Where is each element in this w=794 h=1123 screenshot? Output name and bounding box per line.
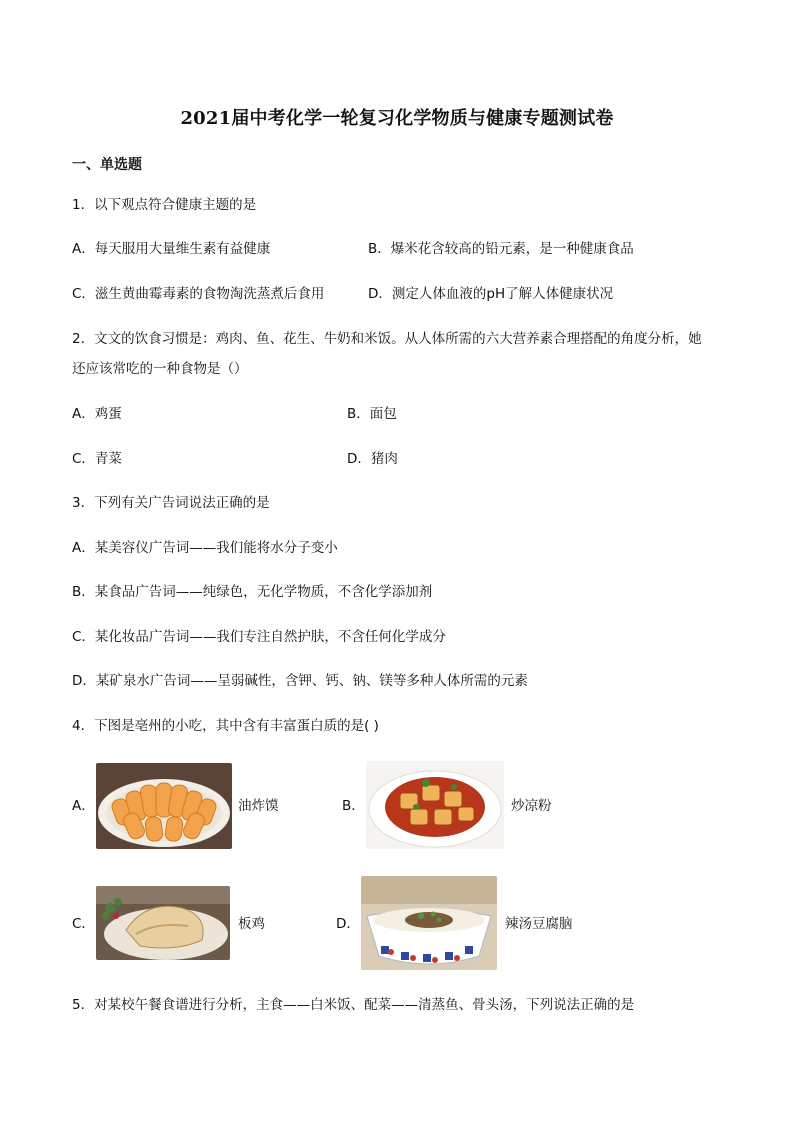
question-4-option-c-letter: C． [72,916,95,932]
question-1-option-c: C．滋生黄曲霉毒素的食物淘洗蒸煮后食用 [72,286,325,302]
question-5-stem: 5．对某校午餐食谱进行分析，主食——白米饭、配菜——清蒸鱼、骨头汤，下列说法正确的是 [72,997,635,1013]
question-2-option-b: B．面包 [347,406,397,422]
page-title: 2021届中考化学一轮复习化学物质与健康专题测试卷 [180,108,614,129]
question-2-stem-line2: 还应该常吃的一种食物是（） [72,361,248,377]
question-2-option-d: D．猪肉 [347,451,398,467]
fried-bread-image [96,763,232,849]
pressed-chicken-image [96,886,230,960]
question-3-option-b: B．某食品广告词——纯绿色，无化学物质，不含化学添加剂 [72,584,433,600]
question-3-option-a: A．某美容仪广告词——我们能将水分子变小 [72,540,338,556]
question-4-option-c-caption: 板鸡 [238,916,265,932]
question-2-stem-line1: 2．文文的饮食习惯是：鸡肉、鱼、花生、牛奶和米饭。从人体所需的六大营养素合理搭配的角度分析，她 [72,331,702,347]
spicy-tofu-soup-image [361,876,497,970]
question-4-stem: 4．下图是亳州的小吃，其中含有丰富蛋白质的是( ) [72,718,379,734]
question-3-option-c: C．某化妆品广告词——我们专注自然护肤，不含任何化学成分 [72,629,446,645]
question-3-stem: 3．下列有关广告词说法正确的是 [72,495,270,511]
question-3-option-d: D．某矿泉水广告词——呈弱碱性，含钾、钙、钠、镁等多种人体所需的元素 [72,673,528,689]
question-4-option-a-caption: 油炸馍 [238,798,279,814]
question-2-option-a: A．鸡蛋 [72,406,122,422]
question-4-option-b-letter: B． [342,798,365,814]
question-1-option-d: D．测定人体血液的pH了解人体健康状况 [368,286,614,302]
question-4-option-b-caption: 炒凉粉 [511,798,552,814]
stir-fried-jelly-image [366,761,504,849]
question-1-stem: 1．以下观点符合健康主题的是 [72,197,257,213]
question-4-option-d-letter: D． [336,916,360,932]
question-1-option-a: A．每天服用大量维生素有益健康 [72,241,271,257]
question-2-option-c: C．青菜 [72,451,122,467]
question-1-option-b: B．爆米花含较高的铅元素，是一种健康食品 [368,241,634,257]
question-4-option-a-letter: A． [72,798,95,814]
section-heading: 一、单选题 [72,157,142,173]
question-4-option-d-caption: 辣汤豆腐脑 [505,916,573,932]
